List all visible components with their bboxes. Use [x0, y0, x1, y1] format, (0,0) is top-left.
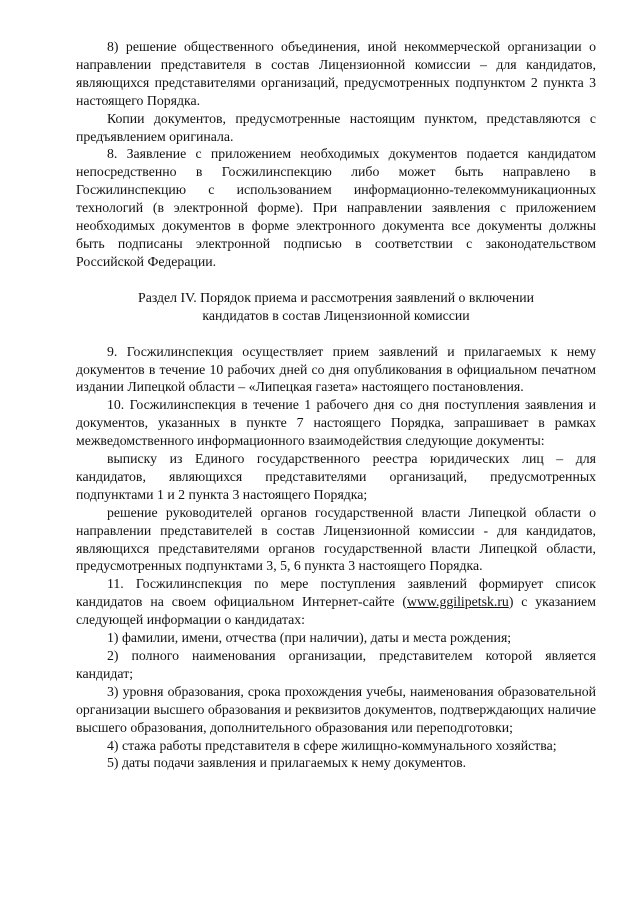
- list-item: 5) даты подачи заявления и прилагаемых к нему документов.: [107, 755, 467, 771]
- paragraph-egrul-extract: выписку из Единого государственного реестра юридических лиц – для кандидатов, являющихся представителями организаций, предусмотренных подпунктами 1 и 2 пункта 3 настоящего Порядка;: [76, 451, 596, 502]
- section-heading: [76, 289, 596, 325]
- paragraph-copies-note: Копии документов, предусмотренные настоящим пунктом, представляются с предъявлением оригинала.: [76, 110, 596, 144]
- official-website-link[interactable]: www.ggilipetsk.ru: [407, 594, 509, 610]
- section-heading-line-2: кандидатов в состав Лицензионной комиссии: [202, 307, 470, 323]
- item-11-text-before-link: 11. Госжилинспекция по мере поступления заявлений формирует список кандидатов на своем официальном Интернет-сайте (: [76, 576, 596, 610]
- paragraph-item-11: [76, 575, 596, 629]
- paragraph-item-10: 10. Госжилинспекция в течение 1 рабочего дня со дня поступления заявления и документов, указанных в пункте 7 настоящего Порядка, запрашивает в рамках межведомственного информационного взаимодействия следующие документы:: [76, 397, 596, 449]
- paragraph-item-8-application: 8. Заявление с приложением необходимых документов подается кандидатом непосредственно в Госжилинспекцию либо может быть направлено в Госжилинспекцию с использованием информационно-телекоммуникационных технологий (в электронной форме). При направлении заявления с приложением необходимых документов в форме электронного документа все документы должны быть подписаны электронной подписью в соответствии с законодательством Российской Федерации.: [76, 146, 596, 269]
- paragraph-item-9: 9. Госжилинспекция осуществляет прием заявлений и прилагаемых к нему документов в течение 10 рабочих дней со дня опубликования в официальном печатном издании Липецкой области – «Липецкая газета» настоящего постановления.: [76, 343, 596, 395]
- list-item: 3) уровня образования, срока прохождения учебы, наименования образовательной организации высшего образования и реквизитов документов, подтверждающих наличие высшего образования, дополнительного образования или переподготовки;: [76, 683, 596, 735]
- section-heading-line-1: Раздел IV. Порядок приема и рассмотрения заявлений о включении: [138, 289, 534, 305]
- list-item: 1) фамилии, имени, отчества (при наличии), даты и места рождения;: [107, 630, 512, 646]
- paragraph-item-8-decision: 8) решение общественного объединения, иной некоммерческой организации о направлении представителя в состав Лицензионной комиссии – для кандидатов, являющихся представителями организаций, предусмотренных подпунктом 2 пункта 3 настоящего Порядка.: [76, 39, 596, 108]
- document-page: [76, 38, 596, 772]
- list-item: 2) полного наименования организации, представителем которой является кандидат;: [76, 648, 596, 681]
- paragraph-authorities-decision: решение руководителей органов государственной власти Липецкой области о направлении представителей в состав Лицензионной комиссии - для кандидатов, являющихся представителями органов государственной власти Липецкой области, предусмотренных подпунктами 3, 5, 6 пункта 3 настоящего Порядка.: [76, 504, 596, 574]
- item-11-text-after-link: ) с указанием следующей информации о кандидатах:: [76, 594, 596, 628]
- list-item: 4) стажа работы представителя в сфере жилищно-коммунального хозяйства;: [107, 737, 557, 753]
